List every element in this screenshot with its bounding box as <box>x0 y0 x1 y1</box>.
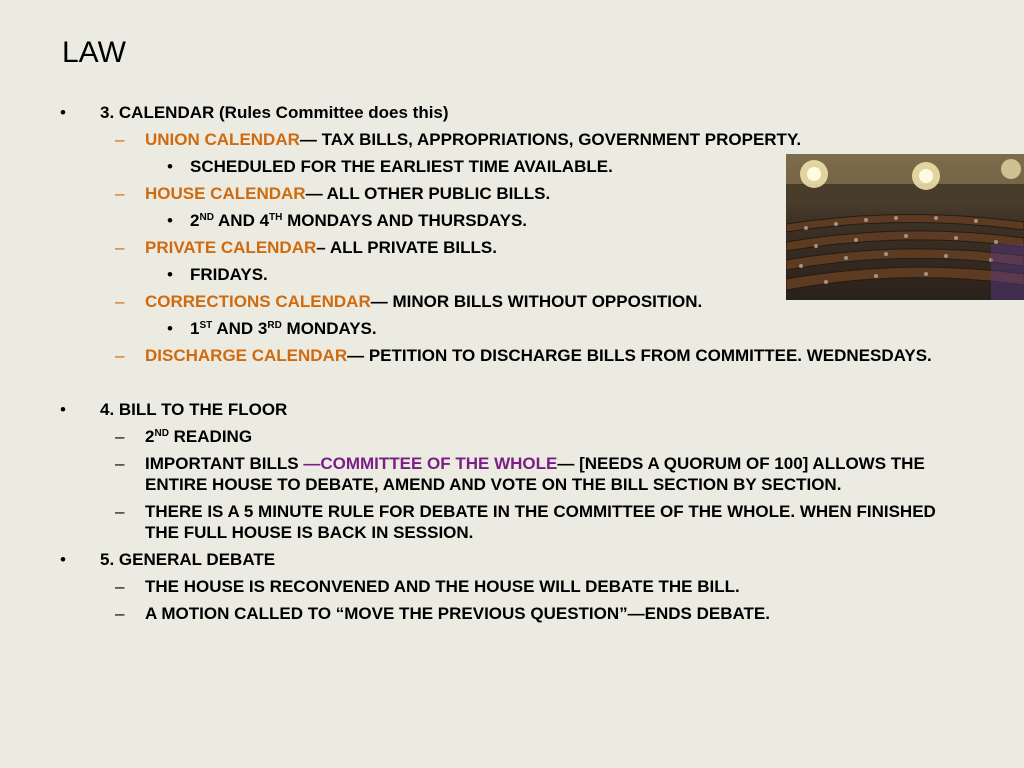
schedule-text-a: 1 <box>190 319 200 338</box>
ordinal-suffix: ND <box>199 212 214 223</box>
schedule-text-a: 2 <box>190 211 200 230</box>
schedule-text: SCHEDULED FOR THE EARLIEST TIME AVAILABLE. <box>190 157 613 176</box>
debate-item-reconvene <box>60 576 960 597</box>
bullet-icon: • <box>60 400 66 419</box>
calendar-desc: — MINOR BILLS WITHOUT OPPOSITION. <box>370 292 703 311</box>
five-minute-rule-item <box>60 501 960 543</box>
house-calendar-schedule <box>60 210 960 231</box>
corrections-calendar-schedule <box>60 318 960 339</box>
calendar-desc: — ALL OTHER PUBLIC BILLS. <box>305 184 551 203</box>
dash-icon: – <box>115 604 125 623</box>
debate-item-motion <box>60 603 960 624</box>
important-text-b: — [NEEDS A QUORUM OF 100] ALLOWS THE ENTIRE HOUSE TO DEBATE, AMEND AND VOTE ON THE BILL SECTION BY SECTION. <box>145 454 925 494</box>
committee-name: COMMITTEE OF THE WHOLE <box>320 454 558 473</box>
dash-icon: – <box>115 502 125 521</box>
second-reading-item <box>60 426 960 447</box>
dash-icon: – <box>115 346 125 365</box>
calendar-name: UNION CALENDAR <box>145 130 300 149</box>
ordinal-suffix: ST <box>199 320 213 331</box>
union-calendar-schedule <box>60 156 960 177</box>
dash-icon: – <box>115 454 125 473</box>
calendar-name: PRIVATE CALENDAR <box>145 238 317 257</box>
union-calendar-item <box>60 129 960 150</box>
reading-text-b: READING <box>168 427 253 446</box>
bullet-icon: • <box>60 103 66 122</box>
dash-icon: – <box>115 577 125 596</box>
dash-icon: – <box>115 184 125 203</box>
schedule-text-b: AND 3 <box>212 319 268 338</box>
calendar-name: CORRECTIONS CALENDAR <box>145 292 371 311</box>
debate-text: THE HOUSE IS RECONVENED AND THE HOUSE WILL DEBATE THE BILL. <box>145 577 740 596</box>
schedule-text: FRIDAYS. <box>190 265 268 284</box>
private-calendar-item <box>60 237 960 258</box>
ordinal-suffix: RD <box>267 320 282 331</box>
rule-text: THERE IS A 5 MINUTE RULE FOR DEBATE IN THE COMMITTEE OF THE WHOLE. WHEN FINISHED THE FULL HOUSE IS BACK IN SESSION. <box>145 502 936 542</box>
calendar-name: DISCHARGE CALENDAR <box>145 346 348 365</box>
dash-icon: – <box>115 238 125 257</box>
dash-icon: – <box>115 427 125 446</box>
private-calendar-schedule <box>60 264 960 285</box>
dash-icon: – <box>115 130 125 149</box>
bullet-icon: • <box>167 265 173 284</box>
calendar-desc: — PETITION TO DISCHARGE BILLS FROM COMMITTEE. WEDNESDAYS. <box>347 346 932 365</box>
schedule-text-c: MONDAYS AND THURSDAYS. <box>282 211 528 230</box>
important-text-a: IMPORTANT BILLS <box>145 454 304 473</box>
house-calendar-item <box>60 183 960 204</box>
committee-dash: — <box>303 454 321 473</box>
important-bills-item <box>60 453 960 495</box>
ordinal-suffix: TH <box>269 212 283 223</box>
section-general-debate <box>60 549 960 570</box>
bullet-icon: • <box>167 211 173 230</box>
schedule-text-b: AND 4 <box>213 211 270 230</box>
calendar-desc: – ALL PRIVATE BILLS. <box>316 238 497 257</box>
bullet-icon: • <box>167 157 173 176</box>
reading-text-a: 2 <box>145 427 155 446</box>
section-heading: 5. GENERAL DEBATE <box>100 550 276 569</box>
section-heading: 3. CALENDAR (Rules Committee does this) <box>100 103 449 122</box>
corrections-calendar-item <box>60 291 960 312</box>
debate-text: A MOTION CALLED TO “MOVE THE PREVIOUS QUESTION”—ENDS DEBATE. <box>145 604 770 623</box>
section-spacer <box>60 366 960 393</box>
discharge-calendar-item <box>60 345 960 366</box>
bullet-icon: • <box>60 550 66 569</box>
section-calendar <box>60 102 960 123</box>
calendar-name: HOUSE CALENDAR <box>145 184 306 203</box>
slide-body <box>60 96 960 624</box>
section-heading: 4. BILL TO THE FLOOR <box>100 400 288 419</box>
slide-title: LAW <box>62 36 126 69</box>
section-bill-to-floor <box>60 399 960 420</box>
calendar-desc: — TAX BILLS, APPROPRIATIONS, GOVERNMENT PROPERTY. <box>299 130 802 149</box>
bullet-icon: • <box>167 319 173 338</box>
schedule-text-c: MONDAYS. <box>281 319 377 338</box>
dash-icon: – <box>115 292 125 311</box>
ordinal-suffix: ND <box>154 428 169 439</box>
